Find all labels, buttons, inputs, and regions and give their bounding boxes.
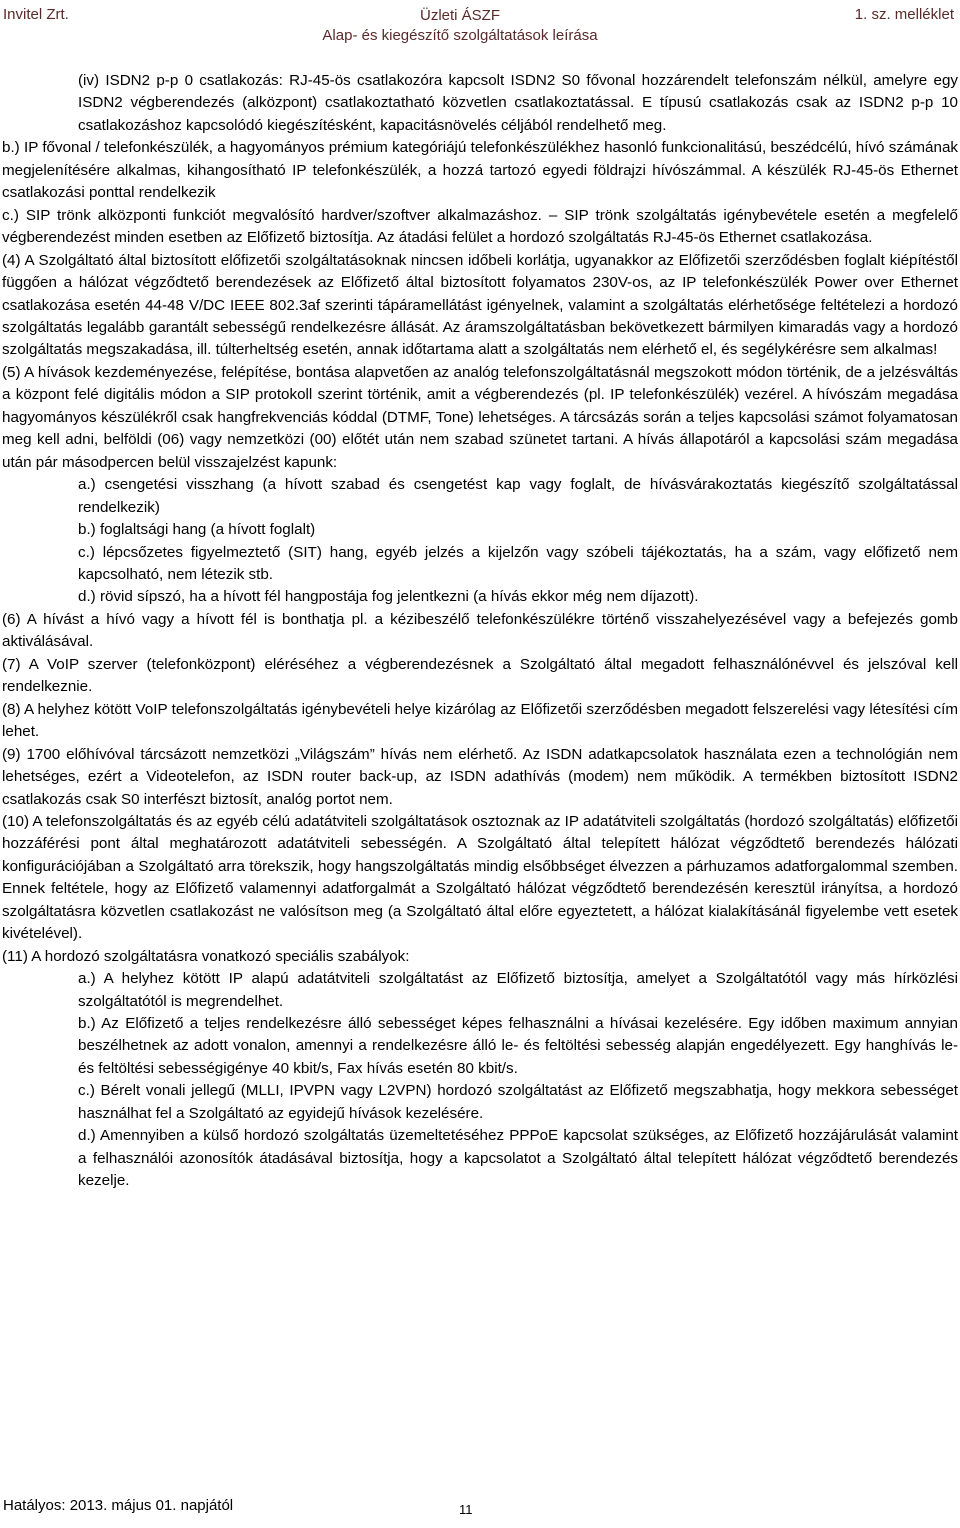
paragraph-9: (9) 1700 előhívóval tárcsázott nemzetközi „Világszám” hívás nem elérhető. Az ISDN adatkapcsolatok használata ezen a technológián nem lehetséges, ezért a Videotelefon, az ISDN router back-up, az ISDN adathívás (modem) nem működik. A termékben biztosított ISDN2 csatlakozás csak S0 interfészt biztosít, analóg portot nem. bbox=[2, 745, 958, 808]
paragraph-ip-fovonal: b.) IP fővonal / telefonkészülék, a hagyományos prémium kategóriájú telefonkészülékhez hasonló funkcionalitású, beszédcélú, hívó számának megjelenítésére alkalmas, kihangosítható IP telefonkészülék, a hozzá tartozó egyedi földrajzi hívószámmal. A készülék RJ-45-ös Ethernet csatlakozási ponttal rendelkezik bbox=[2, 139, 958, 202]
document-title bbox=[300, 6, 620, 46]
page-header bbox=[0, 0, 960, 56]
effective-date: Hatályos: 2013. május 01. napjától bbox=[3, 1497, 234, 1514]
company-name: Invitel Zrt. bbox=[3, 6, 69, 23]
rule-item-a: a.) A helyhez kötött IP alapú adatátviteli szolgáltatást az Előfizető biztosítja, amelyet a Szolgáltatótól vagy más hírközlési szolgáltatótól is megrendelhet. bbox=[78, 970, 958, 1010]
paragraph-sip-tronk: c.) SIP trönk alközponti funkciót megvalósító hardver/szoftver alkalmazáshoz. – SIP trönk szolgáltatás igénybevétele esetén a megfelelő végberendezést minden esetben az Előfizető biztosítja. Az átadási felület a hordozó szolgáltatás RJ-45-ös Ethernet csatlakozása. bbox=[2, 206, 958, 247]
rule-item-c: c.) Bérelt vonali jellegű (MLLI, IPVPN vagy L2VPN) hordozó szolgáltatást az Előfizető megszabhatja, hogy mekkora sebességet használhat fel a Szolgáltató az egyidejű hívások kezelésére. bbox=[78, 1082, 958, 1122]
annex-label: 1. sz. melléklet bbox=[854, 6, 954, 23]
paragraph-5: (5) A hívások kezdeményezése, felépítése, bontása alapvetően az analóg telefonszolgáltatásnál megszokott módon történik, de a jelzésváltás a központ felé digitális módon a SIP protokoll szerint történik, amit a végberendezés (pl. IP telefonkészülék) vezérel. A hívószám megadása hagyományos készülékről csak hangfrekvenciás kóddal (DTMF, Tone) lehetséges. A tárcsázás során a teljes kapcsolási számot folyamatosan meg kell adni, belföldi (06) vagy nemzetközi (00) előtét után nem szabad szünetet tartani. A hívás állapotáról a kapcsolási szám megadása után pár másodpercen belül visszajelzést kapunk: bbox=[2, 363, 958, 471]
paragraph-isdn2-p-p-0: (iv) ISDN2 p-p 0 csatlakozás: RJ-45-ös csatlakozóra kapcsolt ISDN2 S0 fővonal hozzárendelt telefonszám nélkül, amelyre egy ISDN2 végberendezés (alközpont) csatlakoztatható közvetlen csatlakoztatással. E típusú csatlakozás csak az ISDN2 p-p 10 csatlakozáshoz kapcsolódó kiegészítésként, kapacitásnövelés céljából rendelhető meg. bbox=[78, 72, 958, 134]
list-item-d: d.) rövid sípszó, ha a hívott fél hangpostája fog jelentkezni (a hívás ekkor még nem díjazott). bbox=[78, 588, 699, 606]
list-item-c: c.) lépcsőzetes figyelmeztető (SIT) hang, egyéb jelzés a kijelzőn vagy szóbeli tájékoztatás, ha a szám, vagy előfizető nem kapcsolható, nem létezik stb. bbox=[78, 543, 958, 583]
rule-item-d: d.) Amennyiben a külső hordozó szolgáltatás üzemeltetéséhez PPPoE kapcsolat szükséges, az Előfizető hozzájárulását valamint a felhasználói azonosítók átadásával biztosítja, hogy a kapcsolatot a Szolgáltató által telepített hálózat végződtető berendezés kezelje. bbox=[78, 1127, 958, 1190]
page-number: 11 bbox=[459, 1502, 473, 1517]
paragraph-6: (6) A hívást a hívó vagy a hívott fél is bonthatja pl. a kézibeszélő telefonkészülékre történő visszahelyezésével vagy a befejezés gomb aktiválásával. bbox=[2, 610, 958, 651]
paragraph-4: (4) A Szolgáltató által biztosított előfizetői szolgáltatásoknak nincsen időbeli korlátja, ugyanakkor az Előfizetői szerződésben foglalt kiépítéstől függően a hálózat végződtető berendezések az Előfizető által biztosított folyamatos 230V-os, az IP telefonkészülék Power over Ethernet csatlakozása esetén 44-48 V/DC IEEE 802.3af szerinti tápáramellátást igényelnek, valamint a szolgáltatás elérhetősége feltételezi a hordozó szolgáltatás legalább garantált sebességű rendelkezésre állását. Az áramszolgáltatásban bekövetkezett bármilyen kimaradás vagy a hordozó szolgáltatás megszakadása, ill. túlterheltség esetén, annak időtartama alatt a szolgáltatás nem elérhető el, és segélykérésre sem alkalmas! bbox=[2, 251, 958, 359]
rule-item-b: b.) Az Előfizető a teljes rendelkezésre álló sebességet képes felhasználni a hívásai kezelésére. Egy időben maximum annyian beszélhetnek az adott vonalon, amennyi a rendelkezésre álló le- és feltöltési sebesség alapján engedélyezett. Egy hanghívás le- és feltöltési sebességigénye 40 kbit/s, Fax hívás esetén 80 kbit/s. bbox=[78, 1015, 958, 1077]
paragraph-10: (10) A telefonszolgáltatás és az egyéb célú adatátviteli szolgáltatások osztoznak az IP adatátviteli szolgáltatás (hordozó szolgáltatás) előfizetői hozzáférési pont által meghatározott adatátviteli sebességén. A Szolgáltató által telepített hálózat végződtető berendezés hálózati konfigurációjában a Szolgáltató arra törekszik, hogy hangszolgáltatás mindig elsőbbséget élvezzen a párhuzamos adatforgalommal szemben. Ennek feltétele, hogy az Előfizető valamennyi adatforgalmát a Szolgáltató hálózat végződtető berendezésén keresztül irányítsa, a hordozó szolgáltatásra közvetlen csatlakozást ne valósítson meg (a Szolgáltató által előre egyeztetett, a hálózat kialakításánál figyelembe vett esetek kivételével). bbox=[2, 812, 958, 943]
list-item-b: b.) foglaltsági hang (a hívott foglalt) bbox=[78, 521, 316, 539]
paragraph-7: (7) A VoIP szerver (telefonközpont) eléréséhez a végberendezésnek a Szolgáltató által megadott felhasználónévvel és jelszóval kell rendelkeznie. bbox=[2, 655, 958, 696]
document-title-line2: Alap- és kiegészítő szolgáltatások leírása bbox=[322, 27, 598, 44]
document-body bbox=[2, 70, 958, 1193]
paragraph-8: (8) A helyhez kötött VoIP telefonszolgáltatás igénybevételi helye kizárólag az Előfizetői szerződésben megadott felszerelési vagy létesítési cím lehet. bbox=[2, 700, 958, 741]
paragraph-11: (11) A hordozó szolgáltatásra vonatkozó speciális szabályok: bbox=[2, 947, 410, 965]
document-title-line1: Üzleti ÁSZF bbox=[419, 7, 500, 24]
list-item-a: a.) csengetési visszhang (a hívott szabad és csengetést kap vagy foglalt, de hívásvárakoztatás kiegészítő szolgáltatással rendelkezik) bbox=[78, 476, 958, 516]
